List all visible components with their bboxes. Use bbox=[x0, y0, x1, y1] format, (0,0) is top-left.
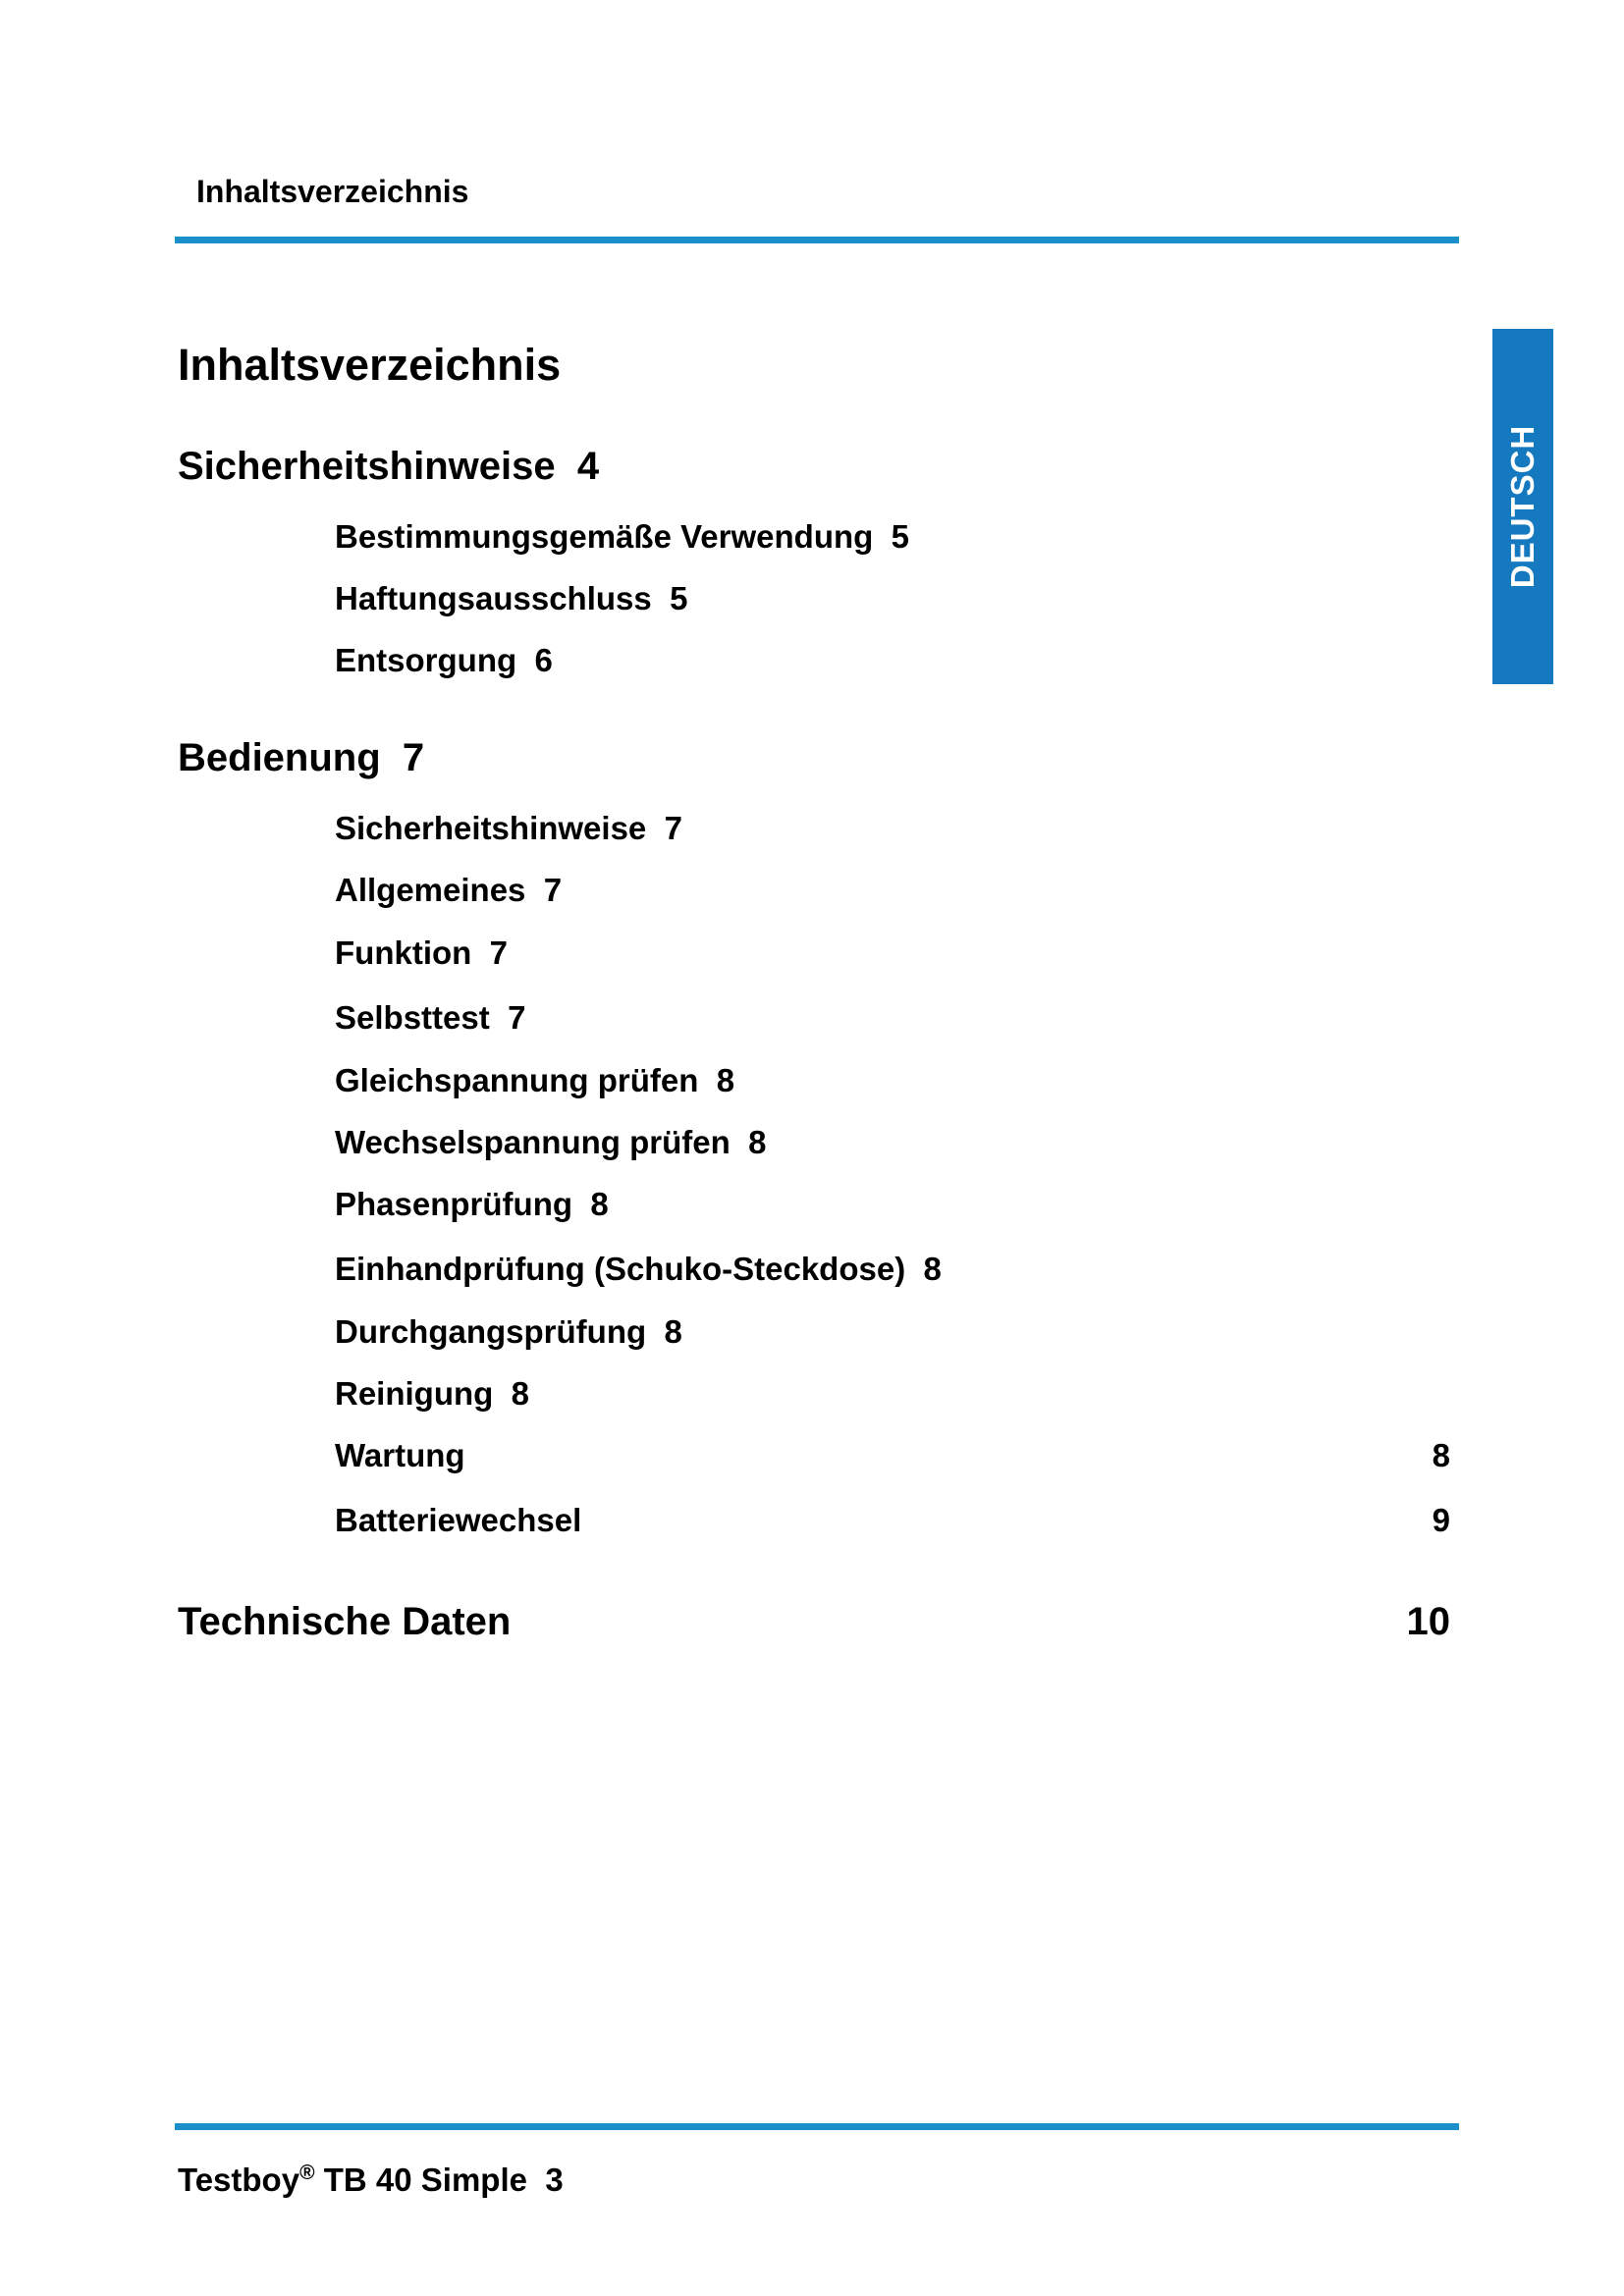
toc-entry-page: 7 bbox=[489, 934, 509, 971]
toc-section-label[interactable]: Technische Daten bbox=[178, 1600, 512, 1643]
footer-page-number: 3 bbox=[545, 2162, 564, 2198]
toc-entry-page: 8 bbox=[716, 1062, 735, 1098]
toc-entry-page: 8 bbox=[511, 1375, 530, 1412]
toc-entry-page: 8 bbox=[923, 1251, 942, 1287]
toc-entry-page: 9 bbox=[1432, 1502, 1450, 1538]
toc-entry-label: Phasenprüfung bbox=[335, 1186, 573, 1222]
toc-entry-page: 7 bbox=[508, 999, 526, 1036]
toc-entry-label: Sicherheitshinweise bbox=[178, 445, 556, 488]
toc-subentry-label[interactable]: Batteriewechsel bbox=[335, 1502, 582, 1538]
toc-entry-page: 8 bbox=[748, 1124, 767, 1160]
toc-entry-label: Selbsttest bbox=[335, 999, 490, 1036]
toc-subentry[interactable] bbox=[335, 810, 682, 847]
toc-entry-label: Wechselspannung prüfen bbox=[335, 1124, 731, 1160]
footer-brand: Testboy bbox=[178, 2162, 300, 2198]
toc-subentry[interactable] bbox=[335, 872, 562, 909]
toc-subentry[interactable] bbox=[335, 1124, 766, 1161]
toc-entry-label: Bedienung bbox=[178, 736, 381, 779]
toc-entry-page: 8 bbox=[590, 1186, 609, 1222]
toc-entry-label: Einhandprüfung (Schuko-Steckdose) bbox=[335, 1251, 906, 1287]
toc-entry-label: Allgemeines bbox=[335, 872, 526, 908]
toc-subentry[interactable] bbox=[335, 1186, 609, 1223]
footer bbox=[178, 2162, 564, 2199]
toc-subentry[interactable] bbox=[335, 580, 687, 617]
language-tab-label: DEUTSCH bbox=[1504, 424, 1541, 589]
toc-subentry[interactable] bbox=[335, 642, 553, 679]
toc-entry-page: 5 bbox=[891, 518, 909, 555]
toc-entry-label: Bestimmungsgemäße Verwendung bbox=[335, 518, 874, 555]
toc-subentry-label[interactable]: Wartung bbox=[335, 1437, 465, 1473]
toc-subentry[interactable] bbox=[335, 999, 525, 1037]
toc-entry-page: 8 bbox=[1432, 1437, 1450, 1473]
toc-entry-page: 10 bbox=[1406, 1600, 1450, 1643]
toc-entry-label: Entsorgung bbox=[335, 642, 517, 678]
toc-subentry[interactable] bbox=[335, 1313, 682, 1351]
registered-mark: ® bbox=[299, 2162, 315, 2184]
toc-entry-page: 7 bbox=[664, 810, 682, 846]
toc-entry-label: Gleichspannung prüfen bbox=[335, 1062, 699, 1098]
toc-entry-page: 8 bbox=[664, 1313, 682, 1350]
running-header-title: Inhaltsverzeichnis bbox=[196, 174, 469, 209]
toc-subentry[interactable] bbox=[335, 1251, 942, 1288]
page-title: Inhaltsverzeichnis bbox=[178, 340, 562, 390]
toc-section-entry[interactable] bbox=[178, 736, 424, 780]
toc-entry-label: Funktion bbox=[335, 934, 472, 971]
header-rule bbox=[175, 237, 1459, 243]
language-tab bbox=[1492, 329, 1553, 684]
toc-section-entry[interactable] bbox=[178, 445, 599, 489]
toc-subentry[interactable] bbox=[335, 518, 909, 556]
toc-entry-page: 7 bbox=[402, 736, 425, 779]
toc-entry-page: 7 bbox=[543, 872, 563, 908]
toc-subentry[interactable] bbox=[335, 1375, 529, 1413]
toc-entry-label: Haftungsausschluss bbox=[335, 580, 652, 616]
toc-entry-label: Durchgangsprüfung bbox=[335, 1313, 647, 1350]
toc-entry-page: 4 bbox=[576, 445, 600, 488]
toc-entry-label: Sicherheitshinweise bbox=[335, 810, 647, 846]
toc-subentry[interactable] bbox=[335, 934, 508, 972]
toc-entry-page: 5 bbox=[670, 580, 688, 616]
footer-model: TB 40 Simple bbox=[323, 2162, 527, 2198]
toc-subentry[interactable] bbox=[335, 1062, 734, 1099]
toc-entry-page: 6 bbox=[534, 642, 553, 678]
footer-rule bbox=[175, 2123, 1459, 2130]
toc-entry-label: Reinigung bbox=[335, 1375, 494, 1412]
